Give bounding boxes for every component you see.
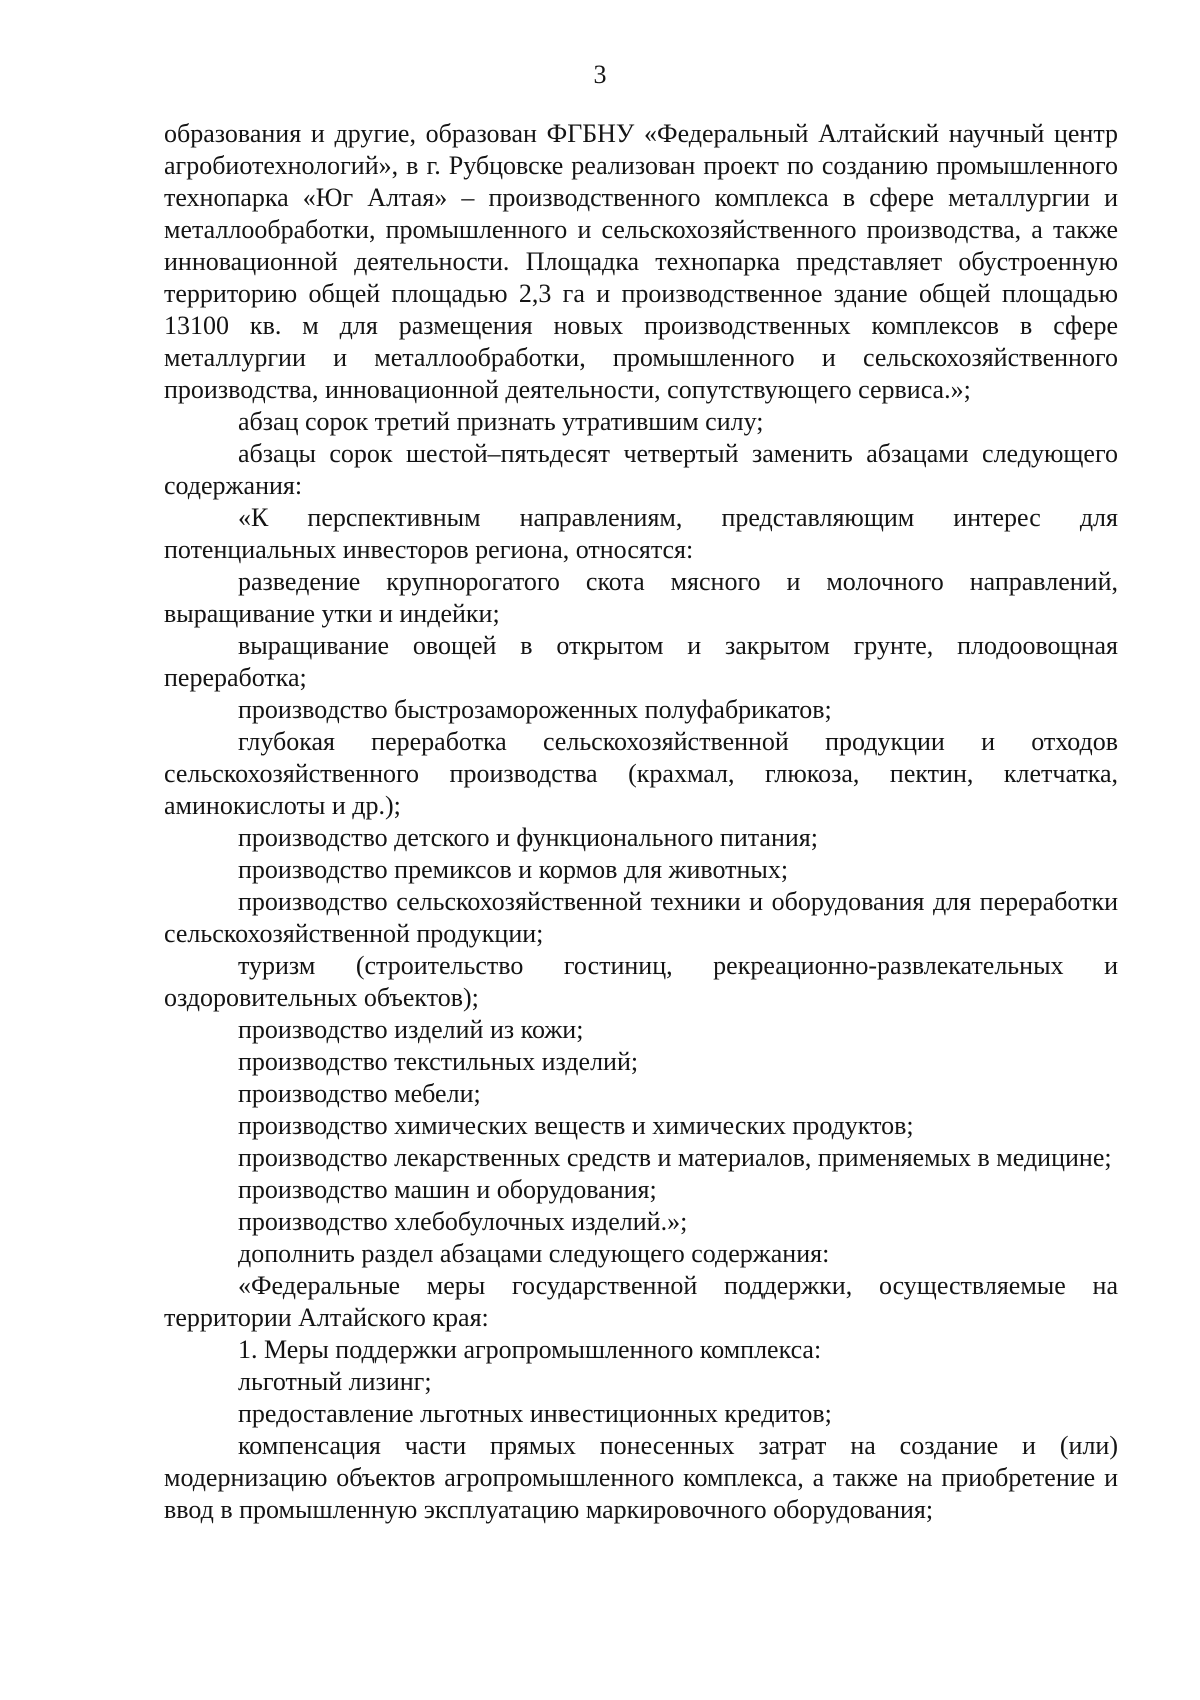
list-item: производство текстильных изделий; bbox=[238, 1047, 639, 1076]
document-body bbox=[164, 118, 1118, 1526]
paragraph: дополнить раздел абзацами следующего содержания: bbox=[238, 1239, 830, 1268]
paragraph: «К перспективным направлениям, представляющим интерес для потенциальных инвесторов региона, относятся: bbox=[164, 503, 1118, 564]
paragraph: «Федеральные меры государственной поддержки, осуществляемые на территории Алтайского края: bbox=[164, 1271, 1118, 1332]
list-item: льготный лизинг; bbox=[238, 1367, 432, 1396]
list-item: производство изделий из кожи; bbox=[238, 1015, 584, 1044]
paragraph: абзац сорок третий признать утратившим силу; bbox=[238, 407, 764, 436]
list-item: предоставление льготных инвестиционных кредитов; bbox=[238, 1399, 832, 1428]
list-item: производство машин и оборудования; bbox=[238, 1175, 657, 1204]
list-item: разведение крупнорогатого скота мясного и молочного направлений, выращивание утки и индейки; bbox=[164, 567, 1118, 628]
list-item: производство быстрозамороженных полуфабрикатов; bbox=[238, 695, 832, 724]
paragraph: абзацы сорок шестой–пятьдесят четвертый заменить абзацами следующего содержания: bbox=[164, 439, 1118, 500]
list-item: производство химических веществ и химических продуктов; bbox=[238, 1111, 914, 1140]
paragraph: образования и другие, образован ФГБНУ «Федеральный Алтайский научный центр агробиотехнологий», в г. Рубцовске реализован проект по созданию промышленного технопарка «Юг Алтая» – производственного комплекса в сфере металлургии и металлообработки, промышленного и сельскохозяйственного производства, а также инновационной деятельности. Площадка технопарка представляет обустроенную территорию общей площадью 2,3 га и производственное здание общей площадью 13100 кв. м для размещения новых производственных комплексов в сфере металлургии и металлообработки, промышленного и сельскохозяйственного производства, инновационной деятельности, сопутствующего сервиса.»; bbox=[164, 119, 1118, 404]
list-item: выращивание овощей в открытом и закрытом грунте, плодоовощная переработка; bbox=[164, 631, 1118, 692]
list-item: производство хлебобулочных изделий.»; bbox=[238, 1207, 688, 1236]
list-item: производство лекарственных средств и материалов, применяемых в медицине; bbox=[238, 1143, 1112, 1172]
list-item: производство детского и функционального питания; bbox=[238, 823, 818, 852]
list-item: глубокая переработка сельскохозяйственной продукции и отходов сельскохозяйственного производства (крахмал, глюкоза, пектин, клетчатка, аминокислоты и др.); bbox=[164, 727, 1118, 820]
list-item: производство мебели; bbox=[238, 1079, 481, 1108]
list-item: компенсация части прямых понесенных затрат на создание и (или) модернизацию объектов агропромышленного комплекса, а также на приобретение и ввод в промышленную эксплуатацию маркировочного оборудования; bbox=[164, 1431, 1118, 1524]
list-item: производство сельскохозяйственной техники и оборудования для переработки сельскохозяйственной продукции; bbox=[164, 887, 1118, 948]
list-item: производство премиксов и кормов для животных; bbox=[238, 855, 789, 884]
list-item: туризм (строительство гостиниц, рекреационно-развлекательных и оздоровительных объектов); bbox=[164, 951, 1118, 1012]
section-heading: 1. Меры поддержки агропромышленного комплекса: bbox=[238, 1335, 822, 1364]
page-number: 3 bbox=[593, 60, 607, 89]
